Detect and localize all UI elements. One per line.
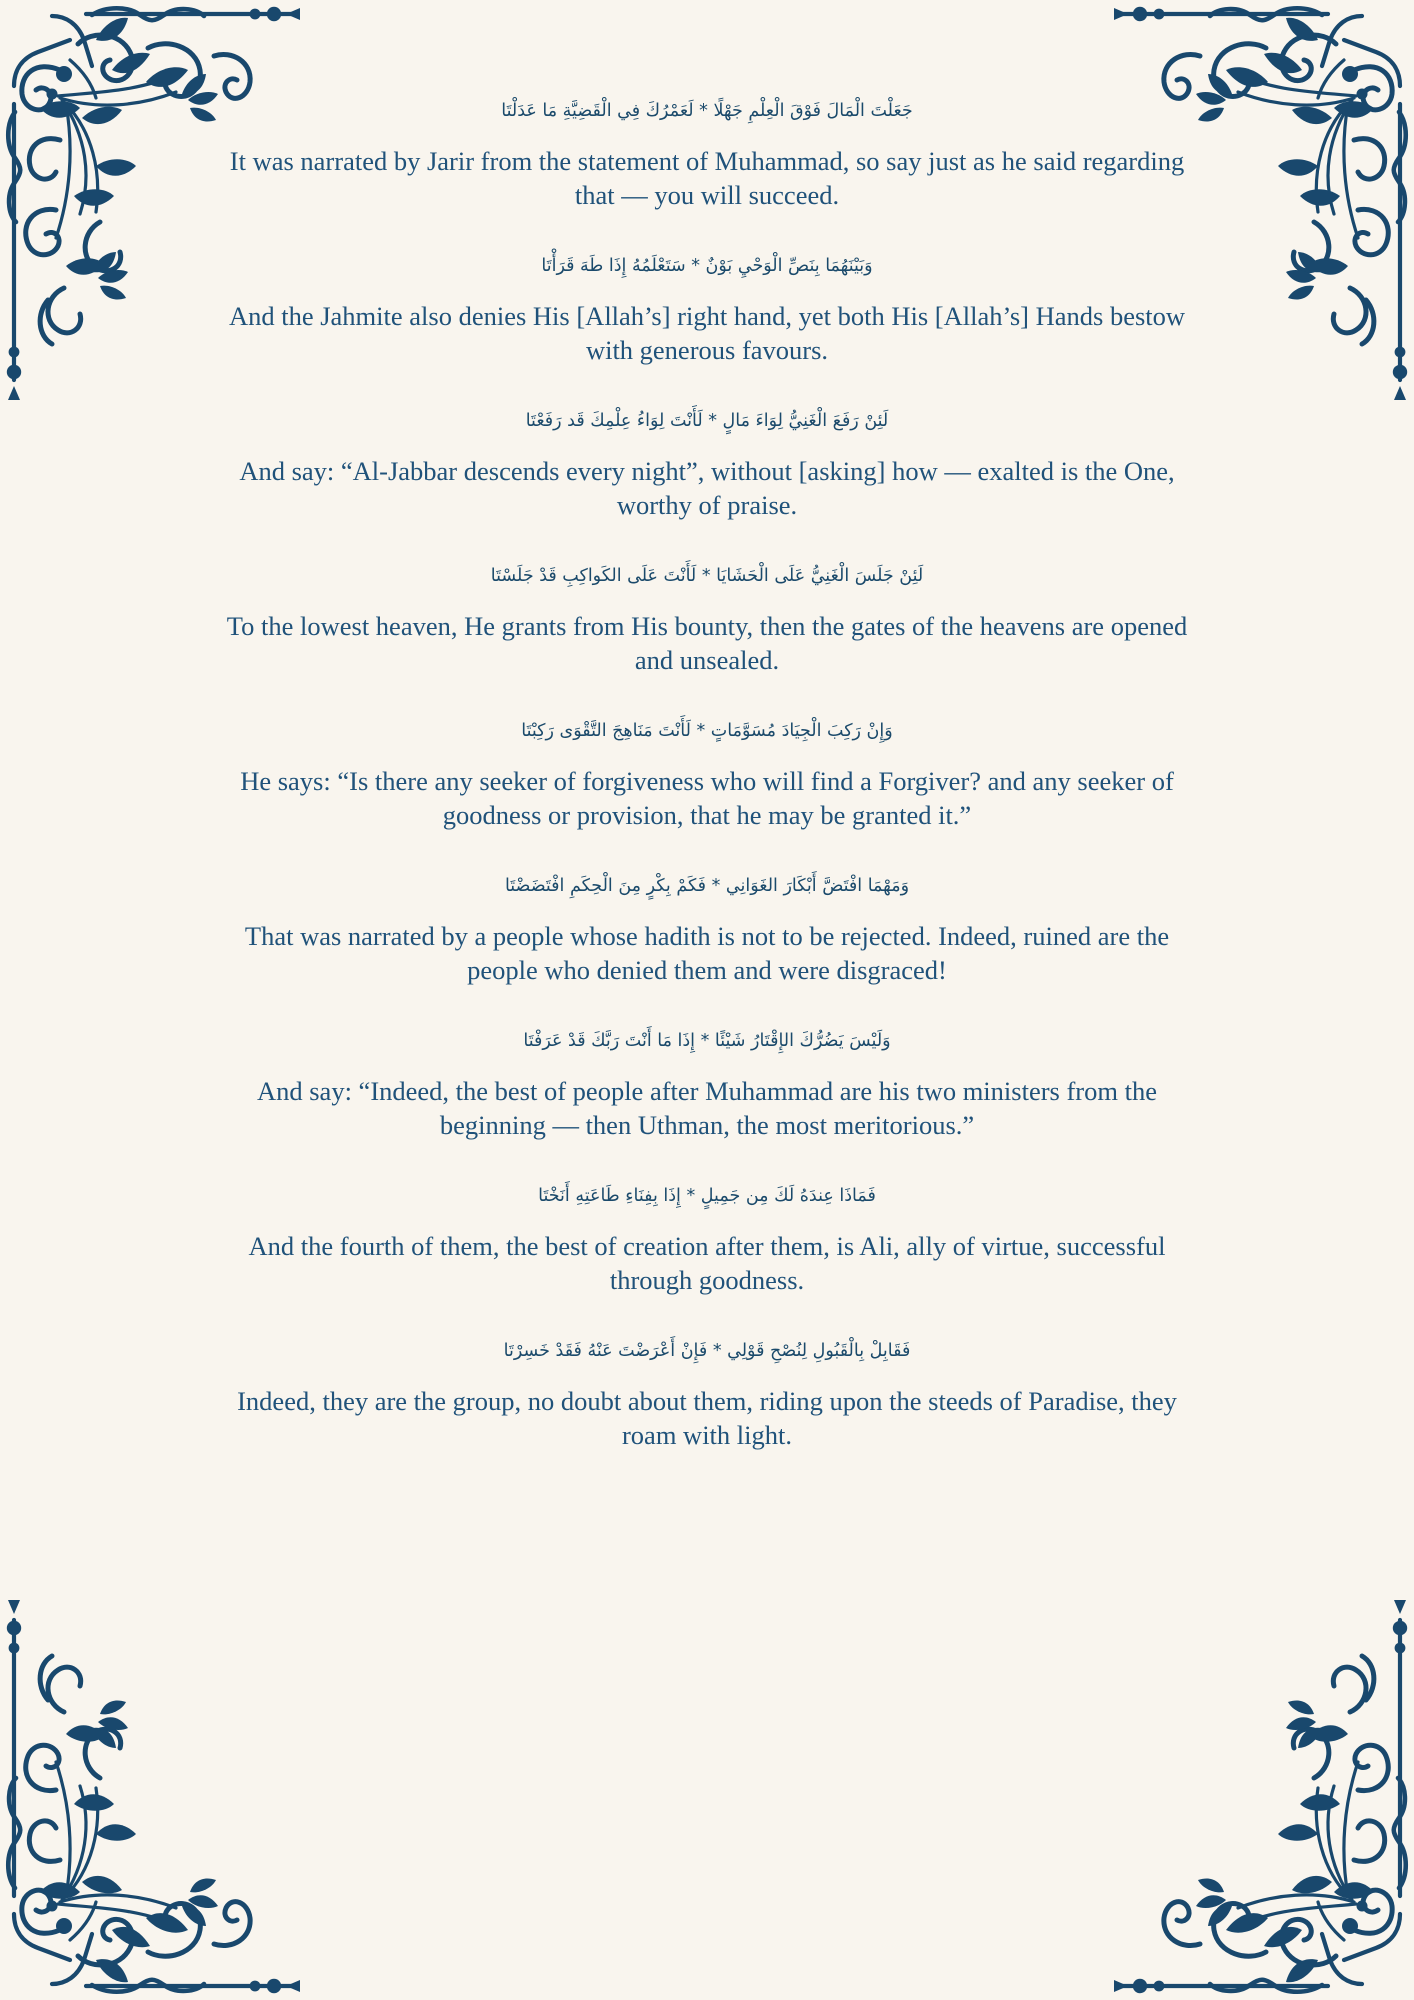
english-translation: Indeed, they are the group, no doubt about them, riding upon the steeds of Paradise, they roam with light. [237, 1385, 1177, 1450]
verse-spacer [140, 213, 1274, 253]
verse-spacer [140, 368, 1274, 408]
english-translation: It was narrated by Jarir from the statement of Muhammad, so say just as he said regarding that — you will succeed. [229, 146, 1185, 211]
arabic-verse: لَئِنْ جَلَسَ الْغَنِيُّ عَلَى الْحَشَايَا * لَأَنْتَ عَلَى الكَواكِبِ قَدْ جَلَسْتَا [490, 565, 924, 586]
english-translation: And the Jahmite also denies His [Allah’s] right hand, yet both His [Allah’s] Hands bestow with generous favours. [228, 301, 1186, 365]
verse-block [140, 1183, 1274, 1298]
arabic-verse: فَقَابِلْ بِالْقَبُولِ لِنُصْحِ قَوْلِي * فَإِنْ أَعْرَضْتَ عَنْهُ فَقَدْ خَسِرْتَا [503, 1340, 911, 1361]
arabic-verse: وَبَيْنَهُمَا بِنَصِّ الْوَحْيِ بَوْنٌ * سَتَعْلَمُهُ إِذَا طَهَ قَرَأْتَا [541, 255, 873, 276]
verse-spacer [140, 988, 1274, 1028]
verse-block [140, 98, 1274, 213]
verse-block [140, 253, 1274, 368]
arabic-verse: وَمَهْمَا افْتَضَّ أَبْكَارَ الغَوَانِي * فَكَمْ بِكْرٍ مِنَ الْحِكَمِ افْتَضَضْتَا [504, 875, 910, 896]
verse-block [140, 718, 1274, 833]
arabic-verse: فَمَاذَا عِندَهُ لَكَ مِن جَمِيلٍ * إِذَا بِفِنَاءِ طَاعَتِهِ أَنَخْتَا [538, 1185, 876, 1206]
verse-spacer [140, 523, 1274, 563]
arabic-verse: لَئِنْ رَفَعَ الْغَنِيُّ لِوَاءَ مَالٍ * لَأَنْتَ لِوَاءُ عِلْمِكَ قَد رَفَعْتَا [525, 410, 889, 431]
arabic-verse: وَلَيْسَ يَضُرُّكَ الإِقْتَارُ شَيْئًا * إِذَا مَا أَنْتَ رَبَّكَ قَدْ عَرَفْتَا [523, 1030, 891, 1051]
verse-spacer [140, 1298, 1274, 1338]
verse-block [140, 873, 1274, 988]
arabic-verse: وَإِنْ رَكِبَ الْجِيَادَ مُسَوَّمَاتٍ * لَأَنْتَ مَنَاهِجَ التَّقْوَى رَكِبْتَا [521, 720, 893, 741]
english-translation: He says: “Is there any seeker of forgiveness who will find a Forgiver? and any seeker of goodness or provision, that he may be granted it.” [240, 765, 1174, 830]
english-translation: And say: “Al-Jabbar descends every night”, without [asking] how — exalted is the One, worthy of praise. [239, 456, 1175, 520]
english-translation: To the lowest heaven, He grants from His bounty, then the gates of the heavens are opened and unsealed. [226, 610, 1188, 675]
poem-content [140, 98, 1274, 1452]
corner-ornament-bottom-right [1114, 1590, 1414, 2000]
english-translation: And the fourth of them, the best of creation after them, is Ali, ally of virtue, successful through goodness. [248, 1230, 1166, 1295]
corner-ornament-bottom-left [0, 1590, 300, 2000]
verse-block [140, 1028, 1274, 1143]
verse-spacer [140, 1143, 1274, 1183]
verse-spacer [140, 833, 1274, 873]
verse-block [140, 563, 1274, 678]
english-translation: That was narrated by a people whose hadith is not to be rejected. Indeed, ruined are the people who denied them and were disgraced! [244, 920, 1170, 985]
english-translation: And say: “Indeed, the best of people after Muhammad are his two ministers from the beginning — then Uthman, the most meritorious.” [256, 1075, 1157, 1140]
arabic-verse: جَعَلْتَ الْمَالَ فَوْقَ الْعِلْمِ جَهْلًا * لَعَمْرُكَ فِي الْقَضِيَّةِ مَا عَدَلْتَا [501, 101, 913, 121]
verse-block [140, 408, 1274, 523]
verse-spacer [140, 678, 1274, 718]
verse-block [140, 1338, 1274, 1453]
